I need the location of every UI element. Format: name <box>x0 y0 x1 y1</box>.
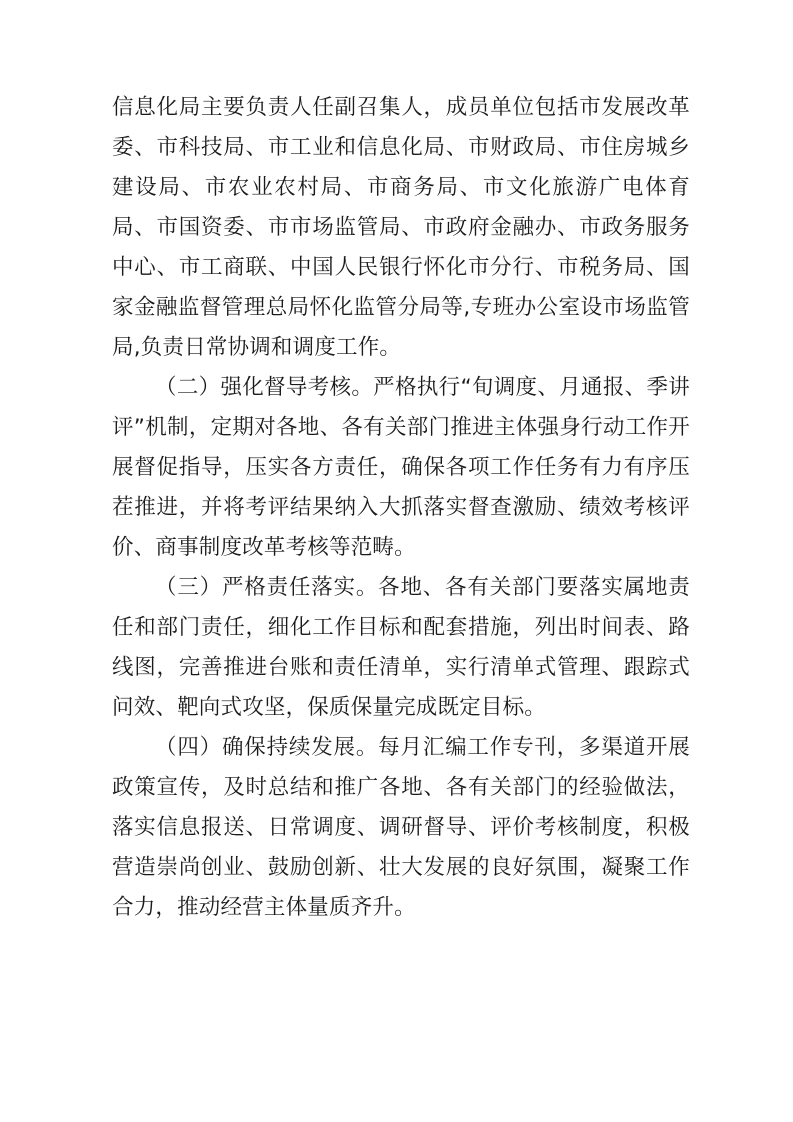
document-body <box>112 88 690 928</box>
paragraph-4: （四）确保持续发展。每月汇编工作专刊，多渠道开展政策宣传，及时总结和推广各地、各有关部门的经验做法，落实信息报送、日常调度、调研督导、评价考核制度，积极营造崇尚创业、鼓励创新、壮大发展的良好氛围，凝聚工作合力，推动经营主体量质齐升。 <box>112 735 690 920</box>
paragraph-2: （二）强化督导考核。严格执行“旬调度、月通报、季讲评”机制，定期对各地、各有关部门推进主体强身行动工作开展督促指导，压实各方责任，确保各项工作任务有力有序压茬推进，并将考评结果纳入大抓落实督查激励、绩效考核评价、商事制度改革考核等范畴。 <box>112 375 690 560</box>
paragraph-1: 信息化局主要负责人任副召集人，成员单位包括市发展改革委、市科技局、市工业和信息化局、市财政局、市住房城乡建设局、市农业农村局、市商务局、市文化旅游广电体育局、市国资委、市市场监管局、市政府金融办、市政务服务中心、市工商联、中国人民银行怀化市分行、市税务局、国家金融监督管理总局怀化监管分局等,专班办公室设市场监管局,负责日常协调和调度工作。 <box>112 95 690 360</box>
paragraph-3: （三）严格责任落实。各地、各有关部门要落实属地责任和部门责任，细化工作目标和配套措施，列出时间表、路线图，完善推进台账和责任清单，实行清单式管理、跟踪式问效、靶向式攻坚，保质保量完成既定目标。 <box>112 575 690 720</box>
